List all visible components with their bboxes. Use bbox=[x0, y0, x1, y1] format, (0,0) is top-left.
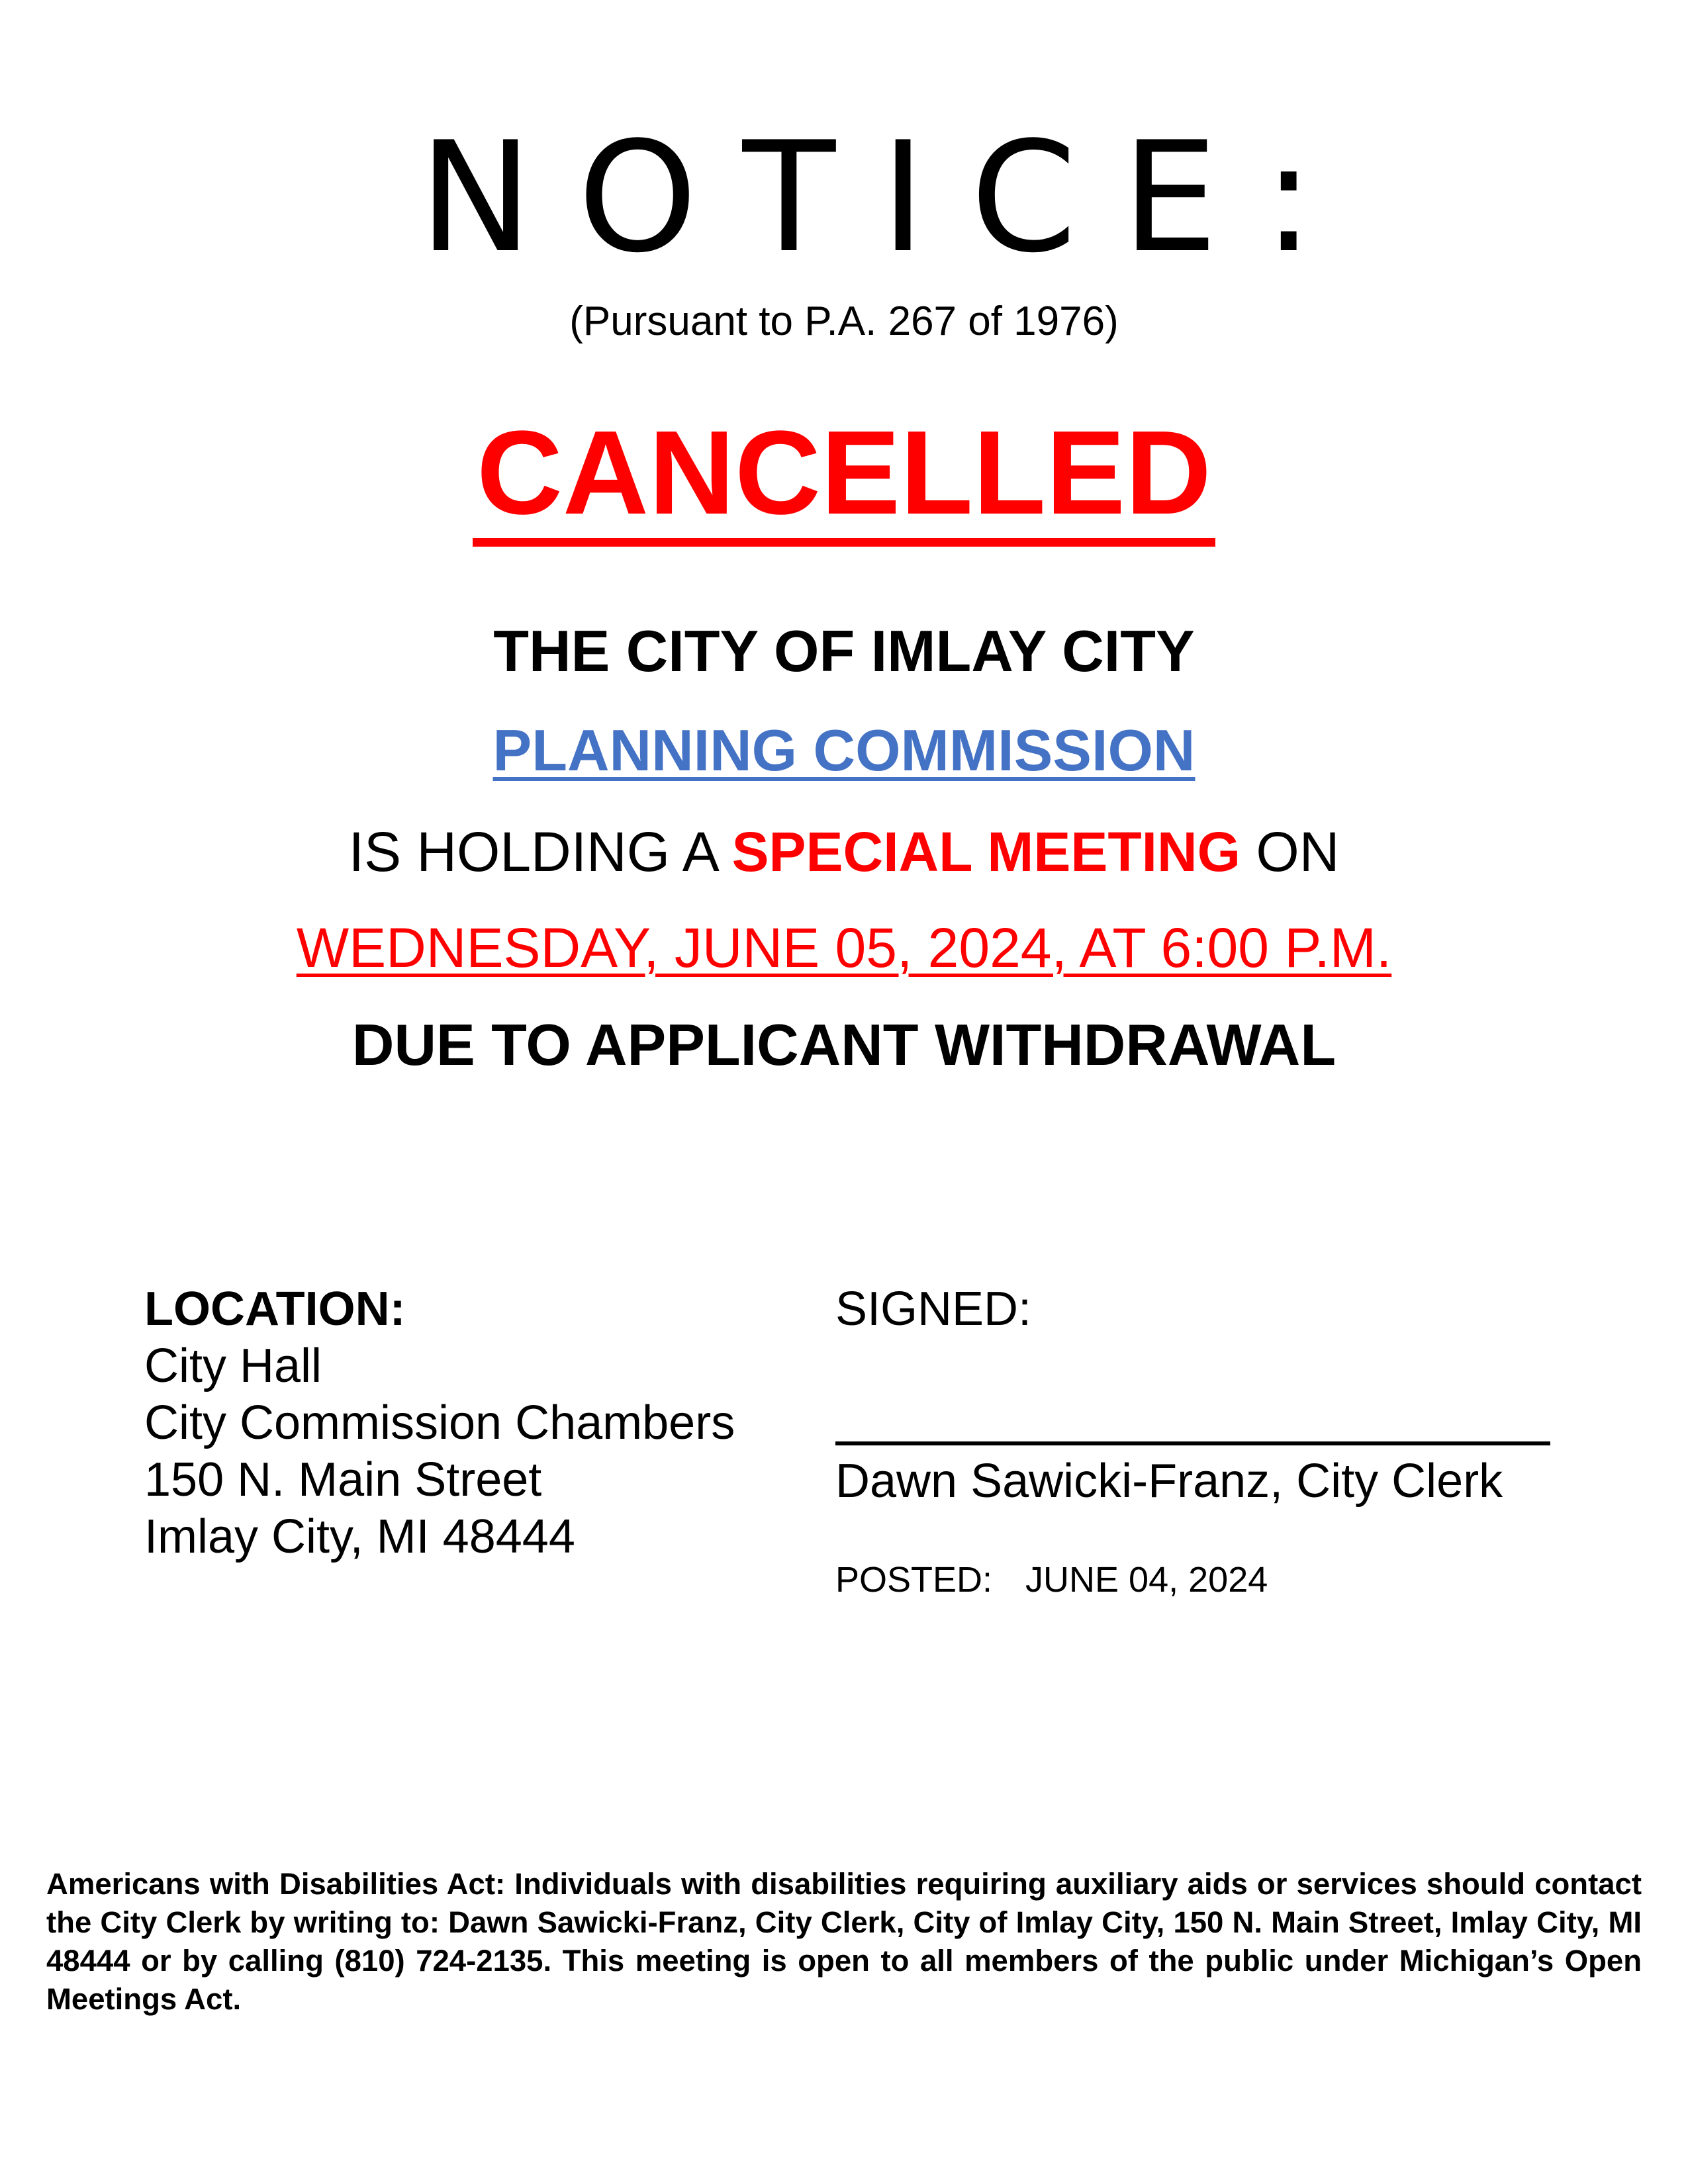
holding-prefix: IS HOLDING A bbox=[348, 821, 732, 883]
notice-title: NOTICE: bbox=[418, 110, 1360, 287]
pursuant-line: (Pursuant to P.A. 267 of 1976) bbox=[569, 298, 1119, 344]
location-label: LOCATION: bbox=[144, 1283, 406, 1336]
posted-line bbox=[835, 1562, 1268, 1598]
ada-notice: Americans with Disabilities Act: Individuals with disabilities requiring auxiliary aids or services should contact the City Clerk by writing to: Dawn Sawicki-Franz, City Clerk, City of Imlay City, 150 N. Main Street, Imlay City, MI 48444 or by calling (810) 724-2135. This meeting is open to all members of the public under Michigan’s Open Meetings Act. bbox=[46, 1867, 1642, 2016]
board-name bbox=[0, 717, 1688, 783]
location-line: 150 N. Main Street bbox=[144, 1453, 542, 1506]
city-name: THE CITY OF IMLAY CITY bbox=[493, 618, 1195, 684]
posted-date: JUNE 04, 2024 bbox=[1025, 1560, 1268, 1600]
location-line: City Hall bbox=[144, 1340, 322, 1392]
meeting-date-text: WEDNESDAY, JUNE 05, 2024, AT 6:00 P.M. bbox=[296, 917, 1392, 979]
holding-line bbox=[0, 821, 1688, 883]
special-meeting-text: SPECIAL MEETING bbox=[731, 821, 1241, 883]
signature-line bbox=[835, 1441, 1550, 1445]
signer-name: Dawn Sawicki-Franz, City Clerk bbox=[835, 1455, 1503, 1508]
posted-label: POSTED: bbox=[835, 1560, 993, 1600]
location-line: Imlay City, MI 48444 bbox=[144, 1510, 575, 1563]
cancelled-text: CANCELLED bbox=[473, 414, 1215, 547]
holding-suffix: ON bbox=[1241, 821, 1340, 883]
location-line: City Commission Chambers bbox=[144, 1396, 735, 1449]
cancellation-reason: DUE TO APPLICANT WITHDRAWAL bbox=[352, 1012, 1336, 1077]
meeting-date-line bbox=[0, 917, 1688, 979]
signed-label: SIGNED: bbox=[835, 1283, 1032, 1336]
cancelled-banner bbox=[0, 406, 1688, 547]
location-block bbox=[144, 1281, 735, 1565]
board-name-text: PLANNING COMMISSION bbox=[492, 717, 1196, 783]
